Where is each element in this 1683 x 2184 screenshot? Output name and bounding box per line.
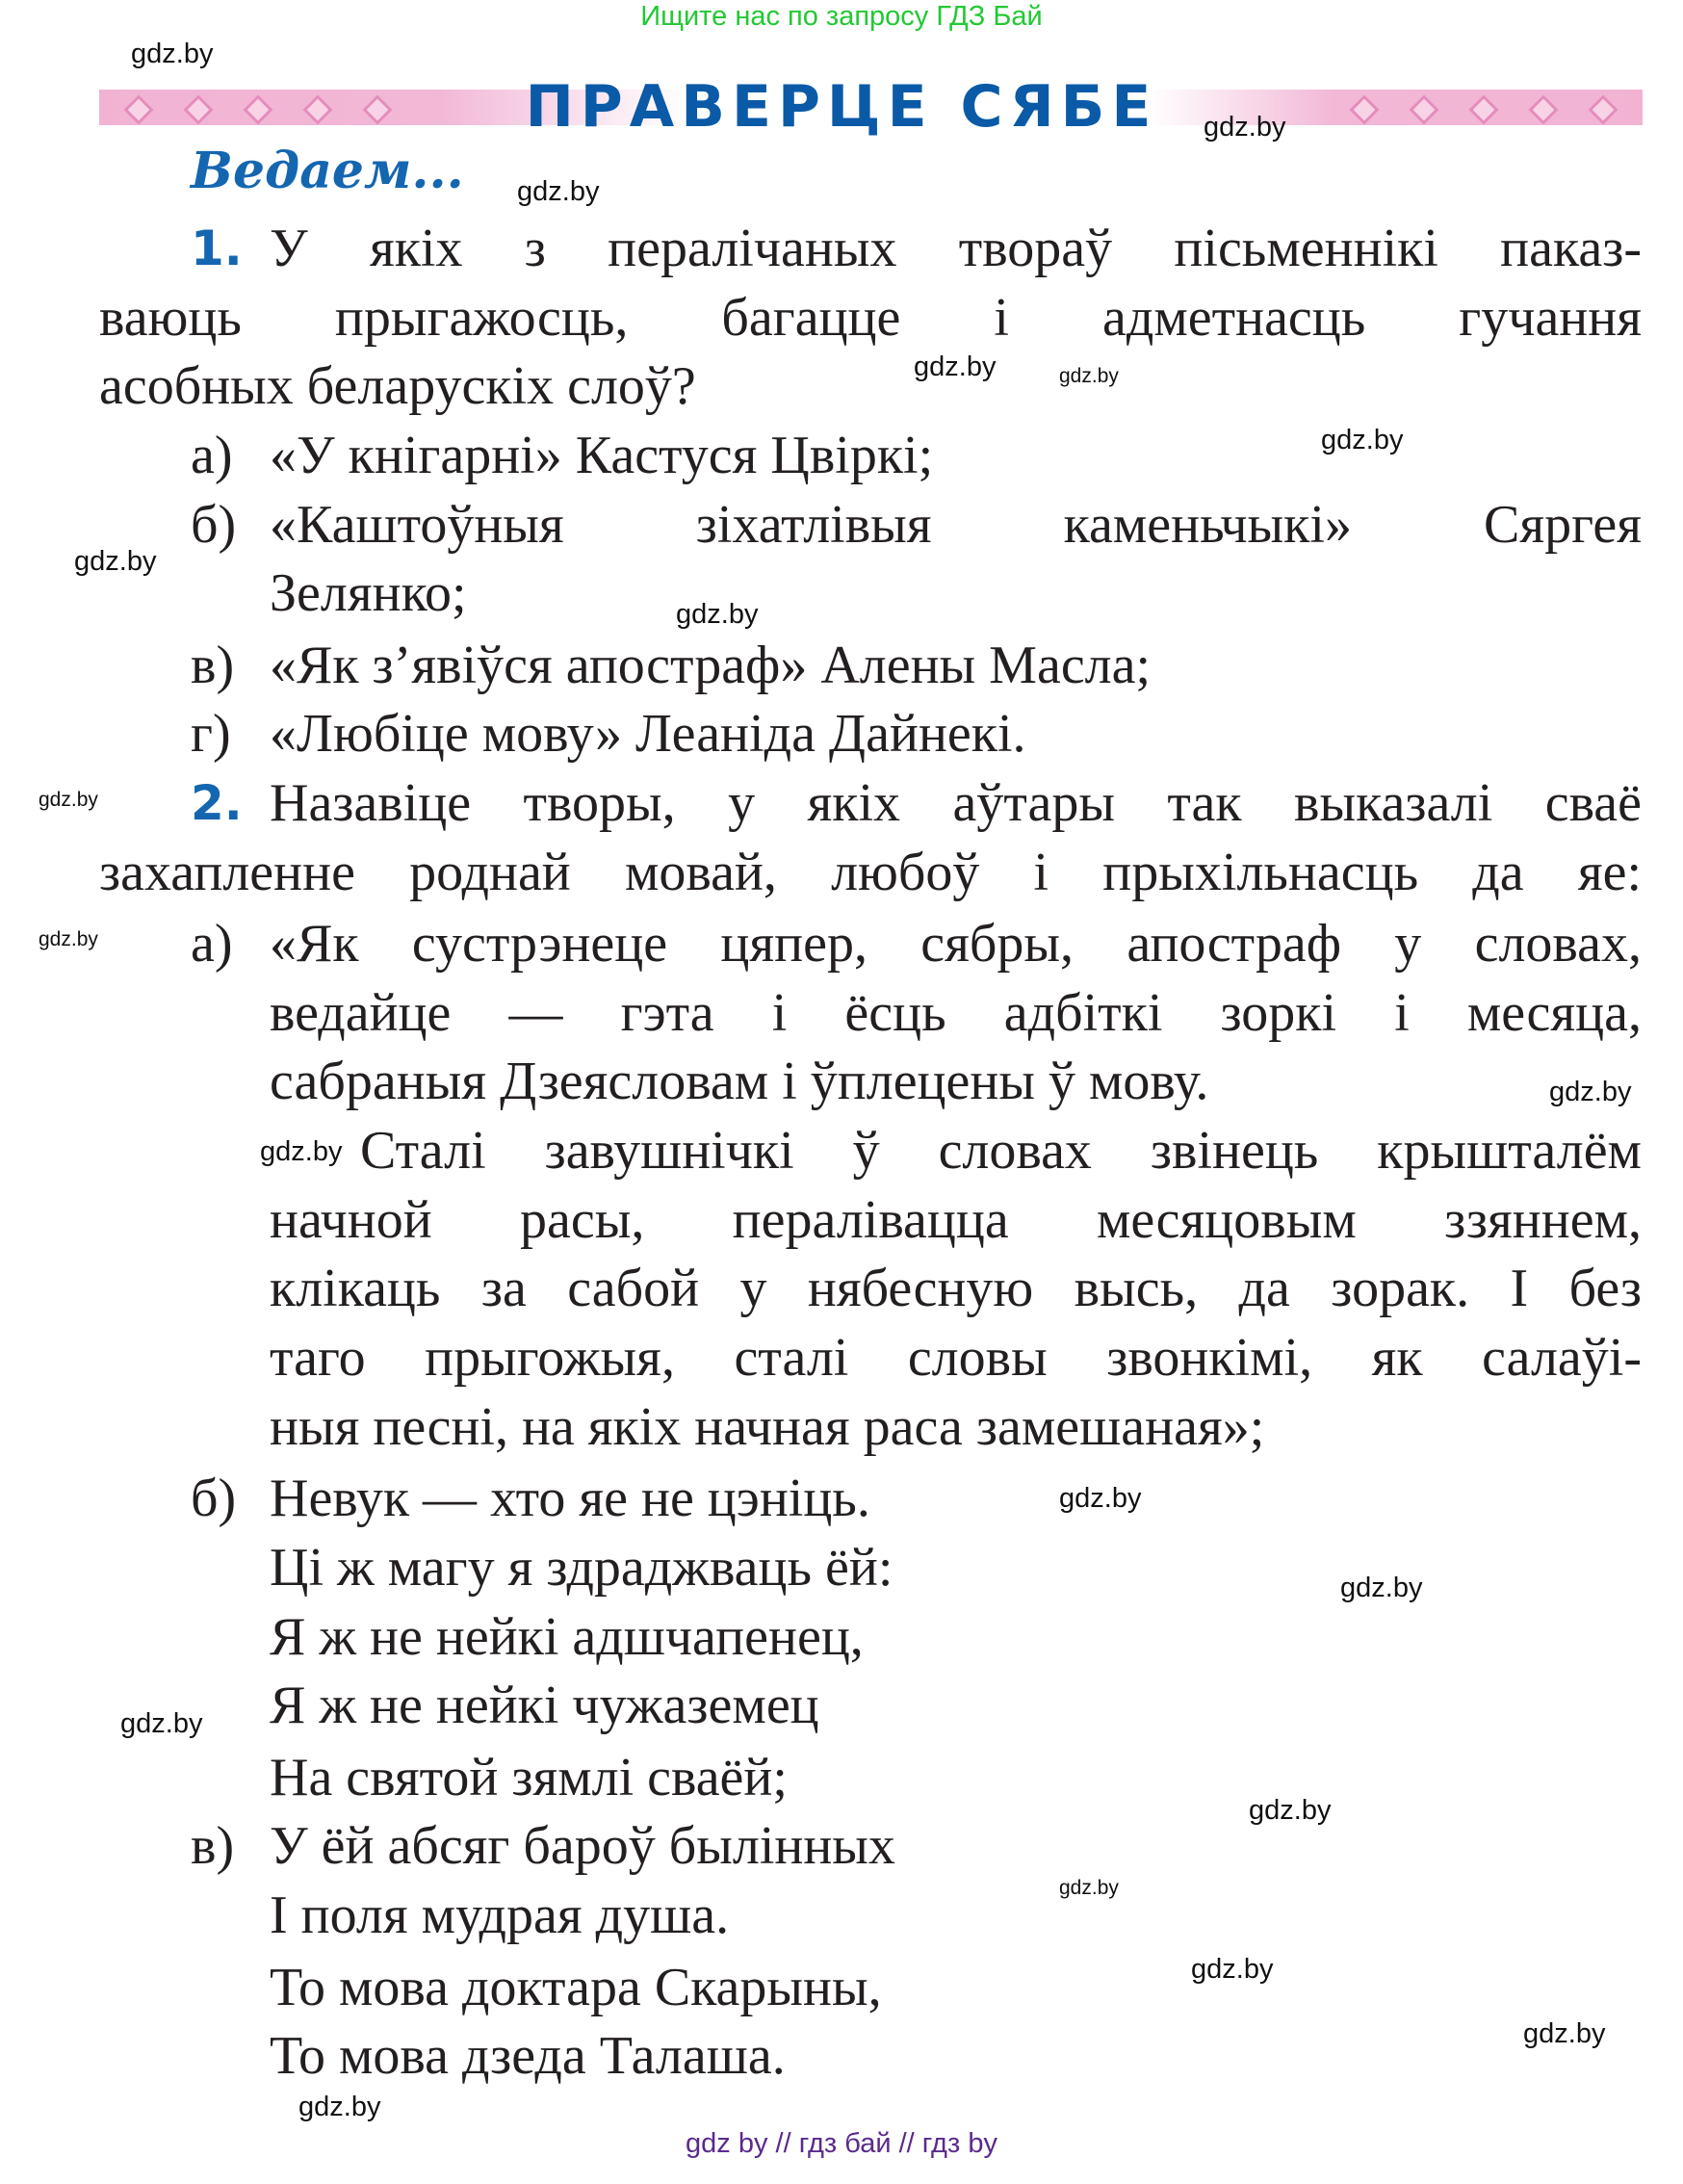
watermark-text: gdz.by (260, 1136, 343, 1167)
text-line: ныя песні, на якіх начная раса замешаная»; (270, 1397, 1265, 1457)
watermark-text: gdz.by (1059, 365, 1119, 387)
text-line: Сталі завушнічкі ў словах звінець крышталём (360, 1122, 1642, 1180)
watermark-text: gdz.by (1549, 1077, 1632, 1107)
watermark-text: gdz.by (39, 789, 98, 811)
text-line: «Як сустрэнеце цяпер, сябры, апостраф у словах, (270, 915, 1642, 973)
text-line: То мова дзеда Талаша. (270, 2026, 786, 2086)
diamond-ornament-icon (1409, 94, 1438, 124)
text-line: Невук — хто яе не цэніць. (270, 1469, 870, 1528)
text-line: Назавіце творы, у якіх аўтары так выказалі сваё (270, 774, 1642, 832)
subsection-title: Ведаем... (191, 142, 464, 200)
watermark-text: gdz.by (517, 176, 600, 207)
text-line: У ёй абсяг бароў былінных (270, 1816, 895, 1876)
diamond-ornament-icon (123, 94, 153, 124)
item-marker: б) (191, 495, 237, 555)
ornament-right (1354, 93, 1614, 121)
text-line: ведайце — гэта і ёсць адбіткі зоркі і месяца, (270, 984, 1642, 1042)
diamond-ornament-icon (243, 94, 272, 124)
text-line: начной расы, пералівацца месяцовым ззяннем, (270, 1191, 1642, 1249)
text-line: У якіх з пералічаных твораў пісьменнікі паказ- (270, 220, 1642, 277)
watermark-text: gdz.by (1249, 1795, 1332, 1826)
item-marker: б) (191, 1469, 237, 1528)
watermark-text: gdz.by (914, 351, 997, 382)
watermark-text: gdz.by (131, 39, 214, 69)
text-line: «Каштоўныя зіхатлівыя каменьчыкі» Сяргея (270, 496, 1642, 554)
watermark-text: gdz.by (1523, 2018, 1606, 2049)
watermark-text: gdz.by (39, 928, 98, 950)
watermark-text: gdz.by (1321, 425, 1404, 455)
item-marker: в) (191, 636, 235, 695)
text-line: На святой зямлі сваёй; (270, 1748, 788, 1807)
item-marker: 2. (191, 775, 243, 831)
watermark-text: gdz.by (1204, 112, 1286, 143)
watermark-text: gdz.by (120, 1708, 203, 1739)
text-line: ваюць прыгажосць, багацце і адметнасць гучання (99, 289, 1642, 347)
diamond-ornament-icon (1349, 94, 1379, 124)
search-hint-banner: Ищите нас по запросу ГДЗ Бай (640, 1, 1043, 32)
watermark-text: gdz.by (1059, 1877, 1119, 1899)
text-line: «У кнігарні» Кастуся Цвіркі; (270, 426, 934, 485)
diamond-ornament-icon (302, 94, 332, 124)
text-line: Ці ж магу я здраджваць ёй: (270, 1538, 893, 1598)
text-line: То мова доктара Скарыны, (270, 1958, 882, 2017)
diamond-ornament-icon (1528, 94, 1558, 124)
watermark-text: gdz.by (1191, 1954, 1274, 1985)
item-marker: а) (191, 426, 233, 485)
text-line: Я ж не нейкі адшчапенец, (270, 1607, 864, 1667)
ornament-left (128, 93, 388, 121)
text-line: І поля мудрая душа. (270, 1885, 730, 1945)
watermark-text: gdz.by (298, 2092, 381, 2122)
watermark-text: gdz.by (676, 599, 759, 630)
text-line: «Як з’явіўся апостраф» Алены Масла; (270, 636, 1152, 695)
watermark-text: gdz.by (74, 546, 157, 577)
diamond-ornament-icon (1468, 94, 1498, 124)
text-line: Зелянко; (270, 563, 467, 623)
diamond-ornament-icon (362, 94, 392, 124)
section-title: ПРАВЕРЦЕ СЯБЕ (525, 73, 1158, 141)
item-marker: 1. (191, 221, 243, 276)
text-line: Я ж не нейкі чужаземец (270, 1676, 819, 1735)
diamond-ornament-icon (1588, 94, 1618, 124)
text-line: асобных беларускіх слоў? (99, 356, 696, 416)
item-marker: в) (191, 1816, 235, 1876)
text-line: сабраныя Дзеясловам і ўплецены ў мову. (270, 1052, 1209, 1111)
watermark-text: gdz.by (1340, 1573, 1423, 1603)
text-line: захапленне роднай мовай, любоў і прыхільнасць да яе: (99, 844, 1642, 901)
text-line: клікаць за сабой у нябесную высь, да зорак. І без (270, 1260, 1642, 1317)
watermark-text: gdz.by (1059, 1483, 1142, 1514)
text-line: таго прыгожыя, сталі словы звонкімі, як салаўі- (270, 1329, 1642, 1387)
item-marker: г) (191, 704, 231, 764)
footer-links: gdz by // гдз бай // гдз by (686, 2128, 997, 2159)
text-line: «Любіце мову» Леаніда Дайнекі. (270, 704, 1026, 764)
diamond-ornament-icon (183, 94, 213, 124)
item-marker: а) (191, 914, 233, 974)
